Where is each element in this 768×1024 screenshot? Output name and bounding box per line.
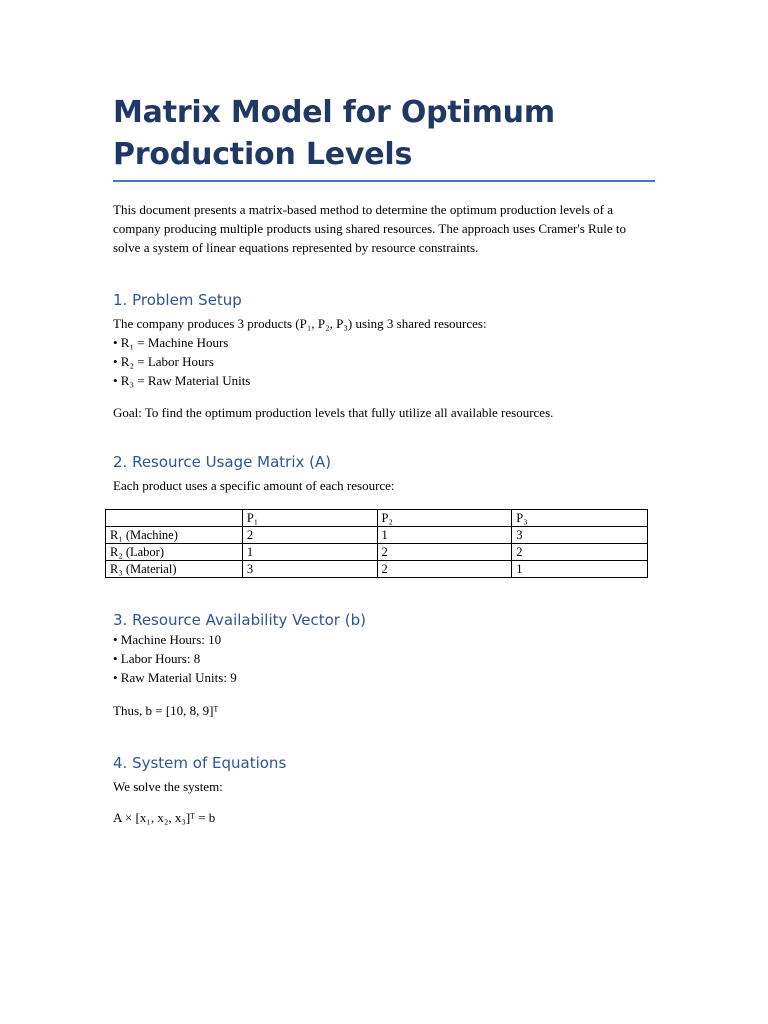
vector-text: Thus, b = [10, 8, 9]ᵀ	[113, 703, 219, 718]
availability-list	[113, 630, 655, 687]
section-heading-problem-setup: 1. Problem Setup	[113, 291, 242, 309]
title-underline	[113, 180, 655, 182]
table-cell: 2	[377, 561, 512, 578]
matrix-lead-text: Each product uses a specific amount of each resource:	[113, 478, 395, 493]
table-cell: 2	[512, 544, 648, 561]
table-row	[106, 527, 648, 544]
section-heading-system-of-equations: 4. System of Equations	[113, 754, 287, 772]
setup-lead-text: The company produces 3 products (P₁, P₂, P₃) using 3 shared resources:	[113, 316, 487, 331]
table-cell: R₂ (Labor)	[106, 544, 243, 561]
table-cell: 2	[242, 527, 377, 544]
equation-text: A × [x₁, x₂, x₃]ᵀ = b	[113, 810, 216, 825]
table-cell: R₁ (Machine)	[106, 527, 243, 544]
list-item: • Labor Hours: 8	[113, 651, 201, 666]
document-page	[110, 92, 655, 827]
table-cell: 3	[512, 527, 648, 544]
table-cell: R₃ (Material)	[106, 561, 243, 578]
table-header-cell: P₁	[242, 510, 377, 527]
table-cell: 2	[377, 544, 512, 561]
equations-lead-text: We solve the system:	[113, 779, 223, 794]
table-header-cell: P₂	[377, 510, 512, 527]
table-cell: 3	[242, 561, 377, 578]
list-item: • R₁ = Machine Hours	[113, 335, 229, 350]
table-header-cell: P₃	[512, 510, 648, 527]
goal-text: Goal: To find the optimum production levels that fully utilize all available resources.	[113, 405, 554, 420]
table-cell: 1	[377, 527, 512, 544]
table-header-row	[106, 510, 648, 527]
intro-paragraph: This document presents a matrix-based method to determine the optimum production levels of a company producing multiple products using shared resources. The approach uses Cramer's Rule to solve a system of linear equations represented by resource constraints.	[113, 202, 626, 255]
list-item: • Raw Material Units: 9	[113, 670, 237, 685]
section-heading-resource-usage-matrix: 2. Resource Usage Matrix (A)	[113, 453, 332, 471]
table-row	[106, 561, 648, 578]
table-header-cell	[106, 510, 243, 527]
section-heading-resource-availability: 3. Resource Availability Vector (b)	[113, 611, 366, 629]
table-row	[106, 544, 648, 561]
list-item: • Machine Hours: 10	[113, 632, 222, 647]
list-item: • R₂ = Labor Hours	[113, 354, 214, 369]
table-cell: 1	[242, 544, 377, 561]
table-cell: 1	[512, 561, 648, 578]
resource-list	[113, 333, 655, 390]
resource-usage-table	[105, 509, 648, 578]
list-item: • R₃ = Raw Material Units	[113, 373, 251, 388]
document-title: Matrix Model for Optimum Production Levels	[113, 95, 555, 172]
